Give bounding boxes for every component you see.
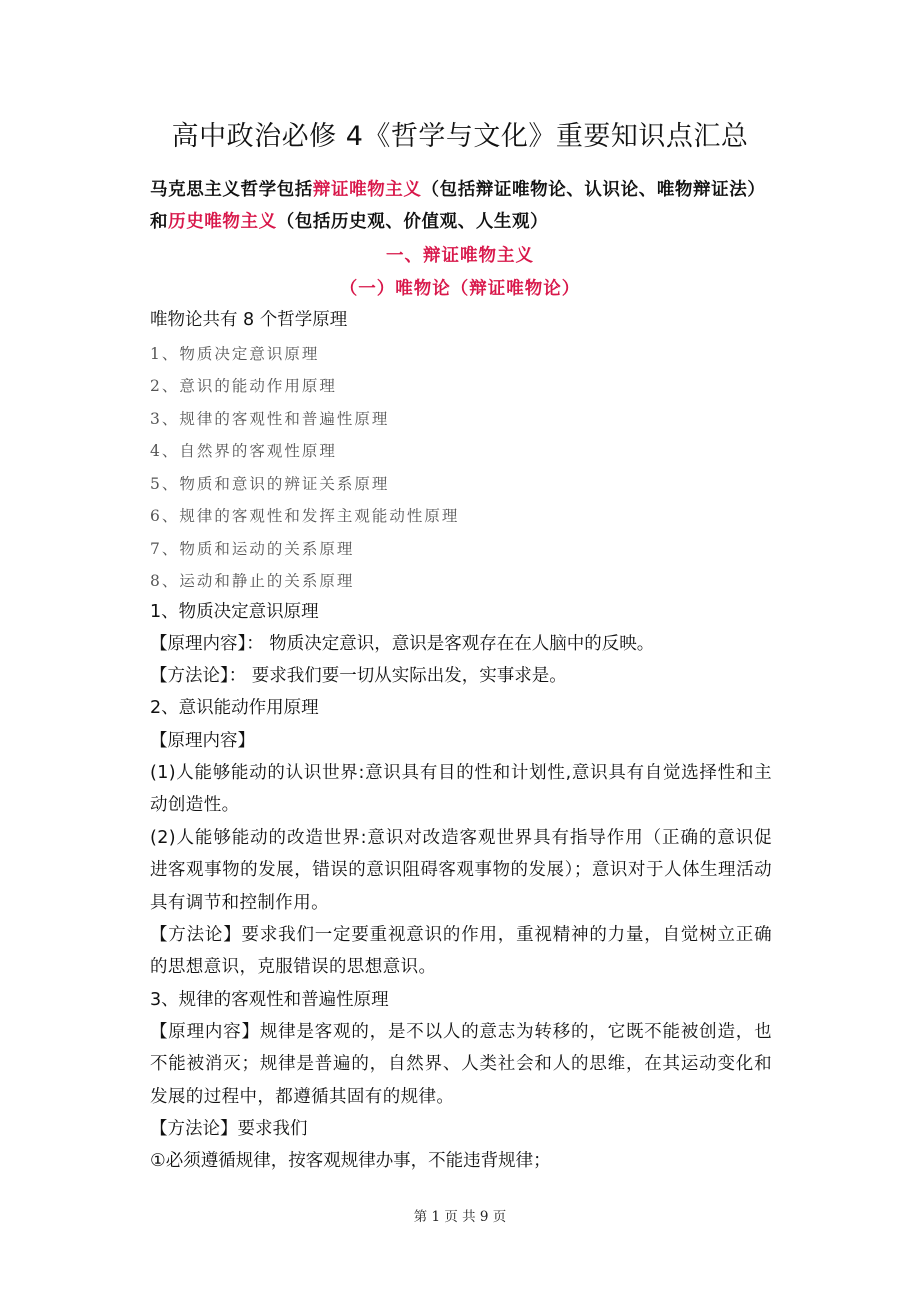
principle-2-method: 【方法论】要求我们一定要重视意识的作用，重视精神的力量，自觉树立正确的思想意识，克服错误的思想意识。 xyxy=(150,925,772,978)
principle-1-content: 【原理内容】： 物质决定意识，意识是客观存在在人脑中的反映。 xyxy=(150,634,655,654)
principle-2-title: 2、意识能动作用原理 xyxy=(150,698,319,718)
document-title: 高中政治必修 4《哲学与文化》重要知识点汇总 xyxy=(171,121,749,152)
principle-list-item: 2、意识的能动作用原理 xyxy=(150,377,337,395)
intro-text-2: （包括辩证唯物论、认识论、唯物辩证法）和 xyxy=(150,180,766,232)
principle-1-method: 【方法论】： 要求我们要一切从实际出发，实事求是。 xyxy=(150,666,567,686)
principle-3-title: 3、规律的客观性和普遍性原理 xyxy=(150,990,389,1010)
page-footer: 第 1 页 共 9 页 xyxy=(413,1209,507,1225)
principle-list-item: 3、规律的客观性和普遍性原理 xyxy=(150,410,390,428)
principle-2-item-2: (2)人能够能动的改造世界:意识对改造客观世界具有指导作用（正确的意识促进客观事物的发展，错误的意识阻碍客观事物的发展）；意识对于人体生理活动具有调节和控制作用。 xyxy=(150,828,772,913)
principle-3-method-label: 【方法论】要求我们 xyxy=(150,1119,308,1139)
principle-2-item-1: (1)人能够能动的认识世界:意识具有目的性和计划性,意识具有自觉选择性和主动创造性。 xyxy=(150,763,772,816)
principle-1-title: 1、物质决定意识原理 xyxy=(150,602,319,622)
intro-text-1: 马克思主义哲学包括 xyxy=(150,180,313,200)
intro-text-3: （包括历史观、价值观、人生观） xyxy=(276,212,549,232)
principle-3-content: 【原理内容】规律是客观的，是不以人的意志为转移的，它既不能被创造，也不能被消灭；规律是普遍的，自然界、人类社会和人的思维，在其运动变化和发展的过程中，都遵循其固有的规律。 xyxy=(150,1022,772,1107)
principle-list-item: 5、物质和意识的辨证关系原理 xyxy=(150,475,390,493)
principle-list-item: 8、运动和静止的关系原理 xyxy=(150,572,355,590)
principle-list-item: 6、规律的客观性和发挥主观能动性原理 xyxy=(150,507,460,525)
principle-2-content-label: 【原理内容】 xyxy=(150,731,255,751)
principle-3-method-1: ①必须遵循规律，按客观规律办事，不能违背规律； xyxy=(150,1151,551,1171)
intro-highlight-historical: 历史唯物主义 xyxy=(168,212,277,232)
section-heading: 一、辩证唯物主义 xyxy=(386,246,534,266)
principles-intro: 唯物论共有 8 个哲学原理 xyxy=(150,310,348,330)
principle-list-item: 4、自然界的客观性原理 xyxy=(150,442,337,460)
principle-list-item: 1、物质决定意识原理 xyxy=(150,345,320,363)
subsection-heading: （一）唯物论（辩证唯物论） xyxy=(339,279,581,299)
intro-paragraph xyxy=(150,174,772,238)
principle-list-item: 7、物质和运动的关系原理 xyxy=(150,540,355,558)
intro-highlight-dialectical: 辩证唯物主义 xyxy=(312,180,422,200)
